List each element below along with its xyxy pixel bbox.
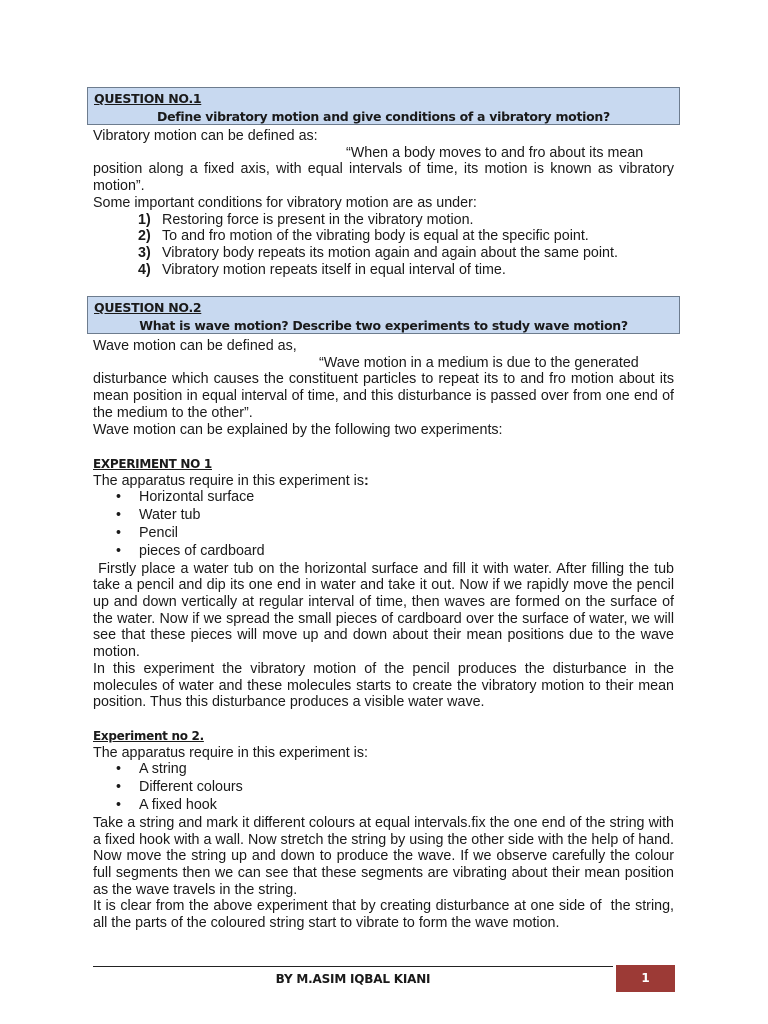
list-item: • Horizontal surface [116, 489, 255, 506]
list-item: • pieces of cardboard [116, 542, 265, 559]
list-item: • Different colours [116, 779, 243, 796]
exp1-procedure: Firstly place a water tub on the horizontal surface and fill it with water. After filling the tub take a pencil and dip its one end in water and take it out. Now if we rapidly move the pencil up and down vertically at regular interval of time, then waves are formed on the surface of the water. Now if we spread the small pieces of cardboard over the surface of water, we will see that these pieces will move up and down about their mean positions due to the wave motion. [93, 560, 678, 661]
question-2-box [87, 296, 680, 334]
list-item: • Water tub [116, 507, 201, 524]
answer-2 [93, 338, 674, 438]
conditions-list [93, 212, 674, 279]
exp2-apparatus-list [93, 761, 674, 814]
footer-author: BY M.ASIM IQBAL KIANI [275, 972, 431, 986]
page-number-badge: 1 [616, 965, 675, 992]
list-item: 2) To and fro motion of the vibrating body is equal at the specific point. [138, 228, 589, 245]
q2-quote-start: “Wave motion in a medium is due to the generated [319, 354, 639, 371]
experiment-2-heading: Experiment no 2. [93, 729, 204, 743]
question-1-text: Define vibratory motion and give conditions of a vibratory motion? [157, 109, 610, 124]
list-item: • A string [116, 761, 187, 778]
q1-intro: Vibratory motion can be defined as: [93, 128, 318, 144]
q1-quote-rest: position along a fixed axis, with equal intervals of time, its motion is known as vibratory motion”. [93, 161, 674, 195]
list-item: 4) Vibratory motion repeats itself in equal interval of time. [138, 261, 506, 278]
experiment-1-heading: EXPERIMENT NO 1 [93, 457, 212, 471]
question-1-title: QUESTION NO.1 [94, 91, 202, 106]
list-item: 3) Vibratory body repeats its motion again and again about the same point. [138, 244, 618, 261]
exp1-conclusion: In this experiment the vibratory motion of the pencil produces the disturbance in the molecules of water and these molecules starts to create the vibratory motion to their mean position. Thus this disturbance produces a visible water wave. [93, 660, 674, 711]
q2-explained: Wave motion can be explained by the following two experiments: [93, 421, 503, 438]
answer-1 [93, 128, 674, 278]
exp1-apparatus-intro: The apparatus require in this experiment is: [93, 472, 369, 489]
q1-quote-start: “When a body moves to and fro about its mean [346, 144, 644, 161]
question-2-title: QUESTION NO.2 [94, 300, 202, 315]
question-1-box [87, 87, 680, 125]
list-item: 1) Restoring force is present in the vibratory motion. [138, 211, 474, 228]
footer-divider [93, 966, 613, 967]
q2-quote-rest: disturbance which causes the constituent particles to repeat its to and fro motion about its mean position in equal interval of time, and this disturbance is passed over from one end of the medium to the other”. [93, 371, 674, 421]
list-item: • Pencil [116, 525, 178, 541]
exp2-conclusion: It is clear from the above experiment that by creating disturbance at one side of the string, all the parts of the coloured string start to vibrate to form the wave motion. [93, 898, 678, 932]
exp2-procedure: Take a string and mark it different colours at equal intervals.fix the one end of the string with a fixed hook with a wall. Now stretch the string by using the other side with the help of hand. Now move the string up and down to produce the wave. If we observe carefully the colour full segments then we can see that these segments are vibrating about their mean position as the wave travels in the string. [93, 814, 674, 898]
question-2-text: What is wave motion? Describe two experiments to study wave motion? [139, 318, 628, 333]
q2-intro: Wave motion can be defined as, [93, 338, 297, 354]
exp2-apparatus-intro: The apparatus require in this experiment is: [93, 744, 368, 761]
experiment-1 [93, 456, 678, 711]
exp1-apparatus-list [93, 489, 674, 560]
q1-conditions-intro: Some important conditions for vibratory motion are as under: [93, 194, 477, 211]
list-item: • A fixed hook [116, 797, 217, 813]
experiment-2 [93, 728, 678, 932]
